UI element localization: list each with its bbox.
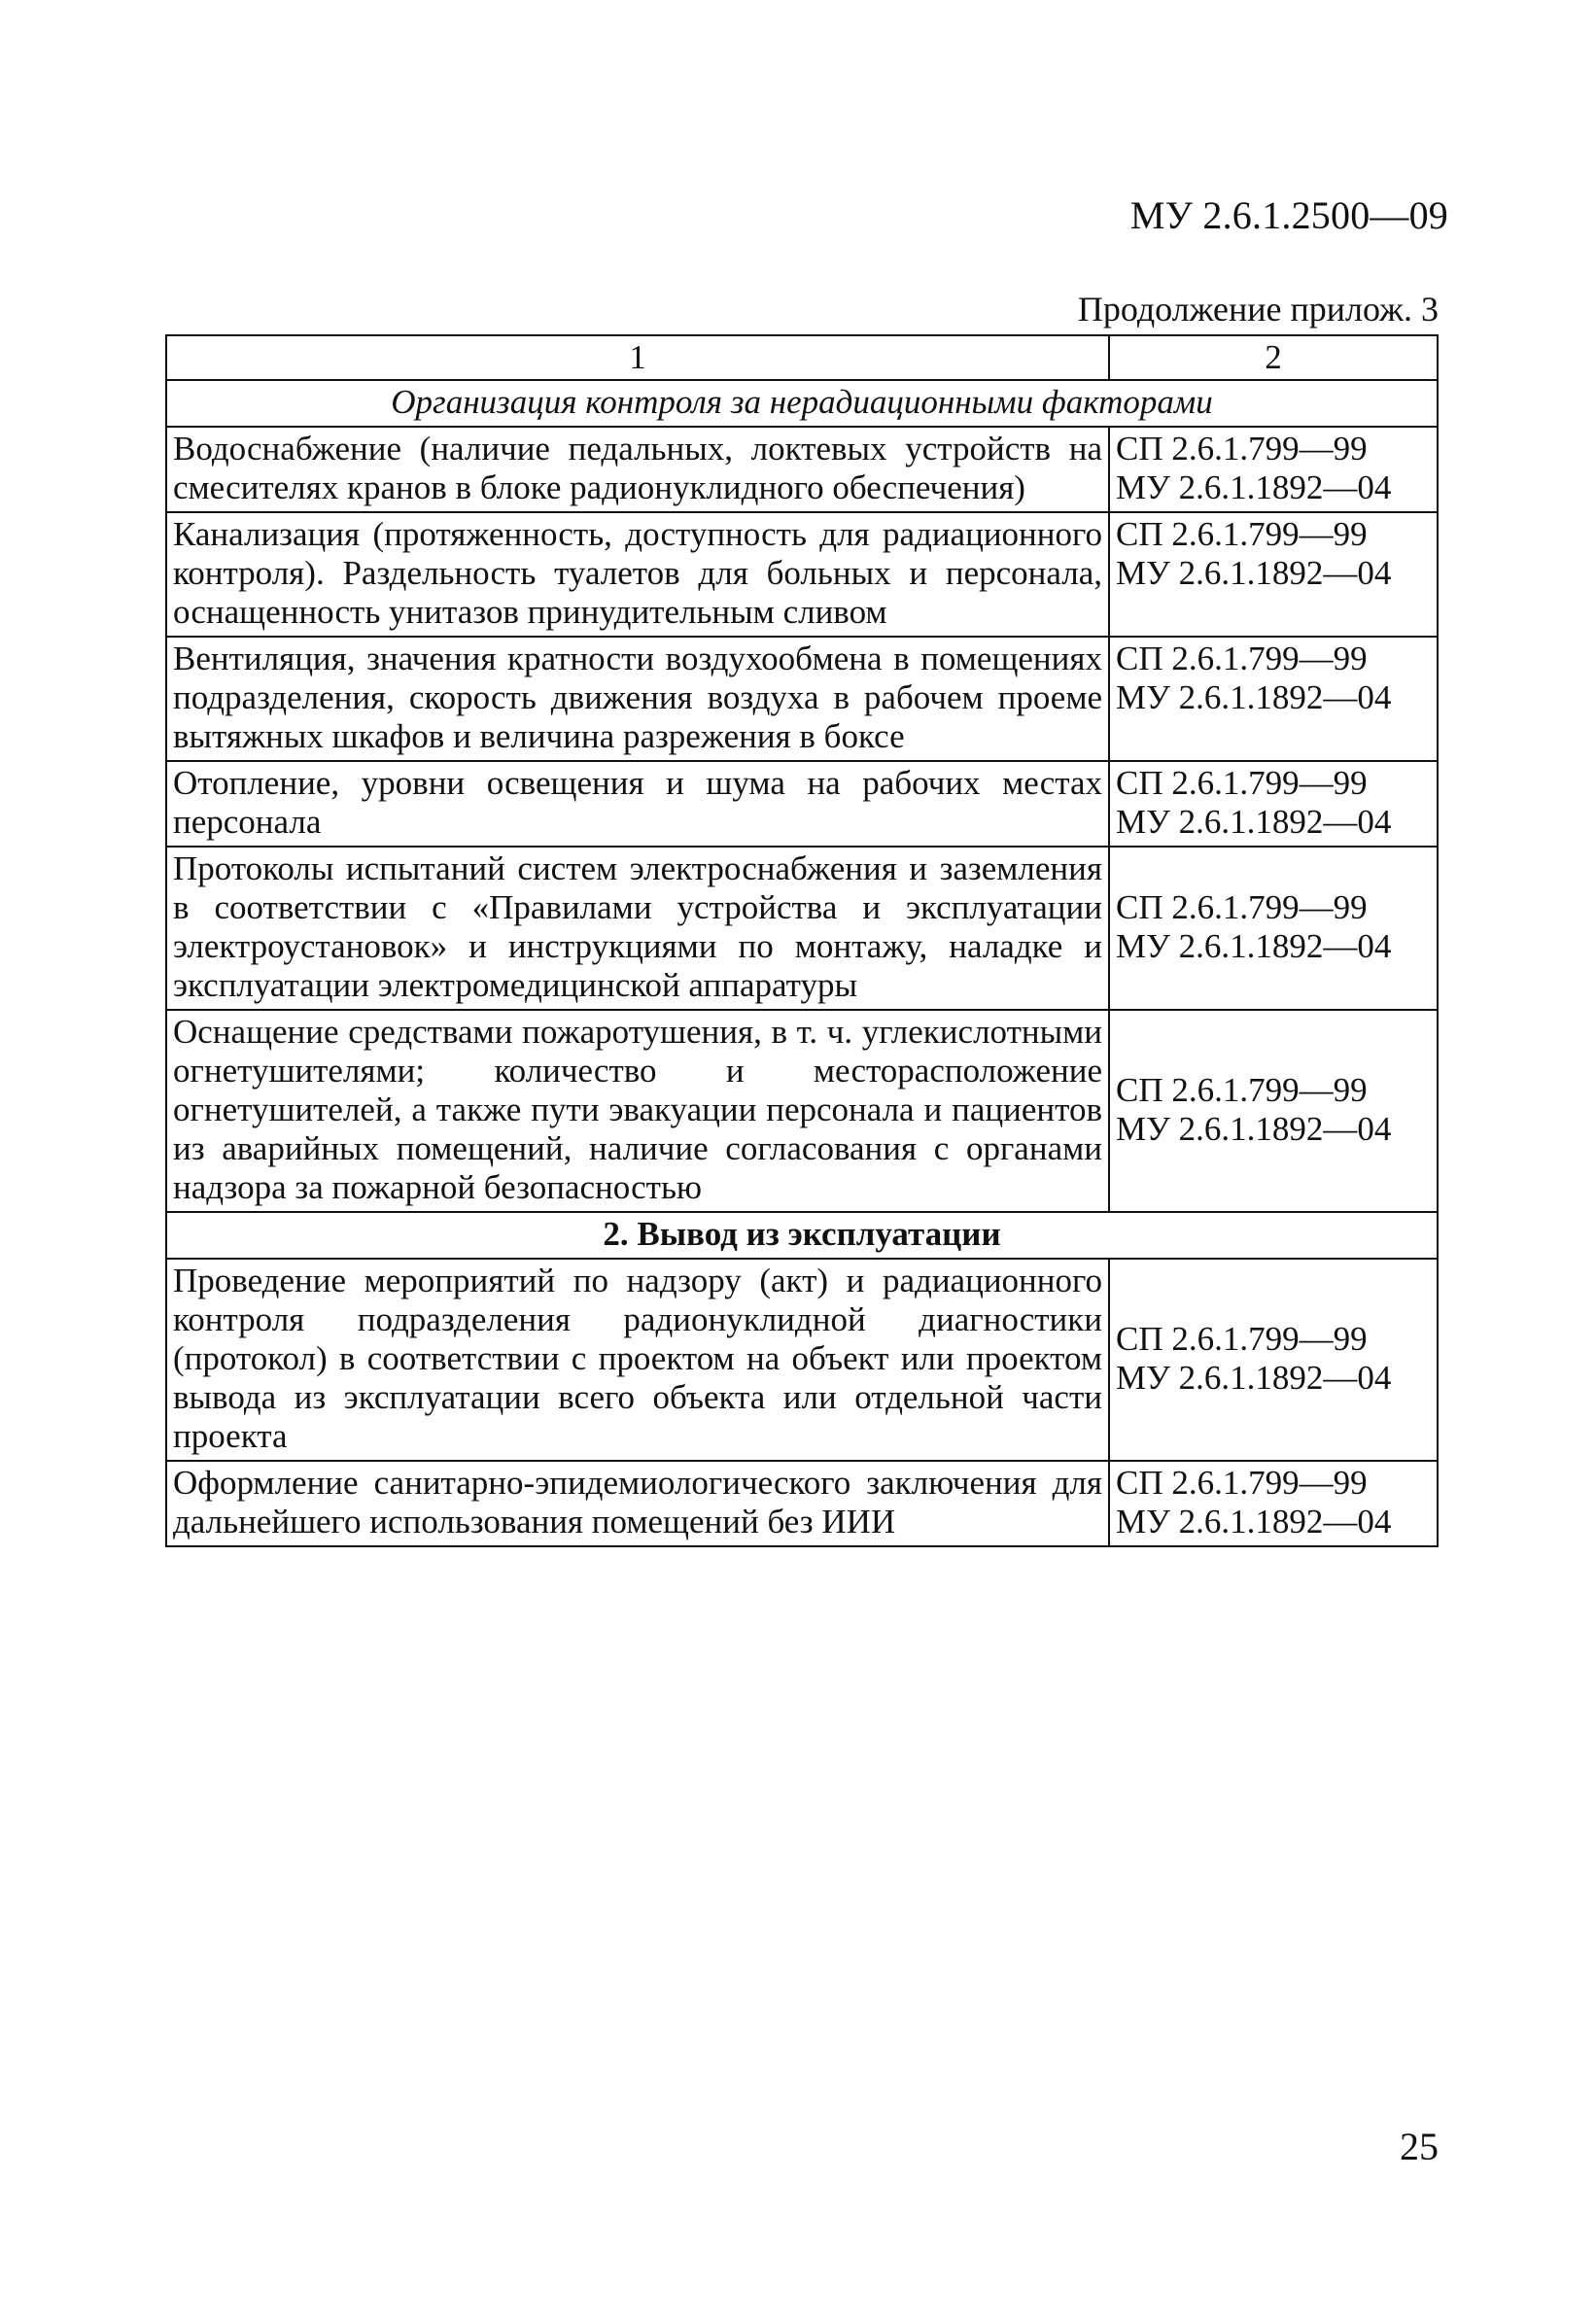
reference-cell xyxy=(1109,1461,1438,1546)
requirement-cell: Водоснабжение (наличие педальных, локтевых устройств на смесителях кранов в блоке радионуклидного обеспечения) xyxy=(166,427,1109,512)
column-number-2: 2 xyxy=(1109,335,1438,380)
reference-cell xyxy=(1109,1010,1438,1212)
section-heading-row xyxy=(166,1212,1438,1259)
reference-cell xyxy=(1109,427,1438,512)
section-heading-text: Организация контроля за нерадиационными факторами xyxy=(391,383,1213,421)
reference-mu: МУ 2.6.1.1892—04 xyxy=(1116,1503,1392,1540)
reference-mu: МУ 2.6.1.1892—04 xyxy=(1116,468,1392,506)
table-row xyxy=(166,1259,1438,1461)
column-number-1: 1 xyxy=(166,335,1109,380)
table-row xyxy=(166,1461,1438,1546)
reference-cell xyxy=(1109,637,1438,761)
reference-sp: СП 2.6.1.799—99 xyxy=(1116,1320,1368,1358)
reference-sp: СП 2.6.1.799—99 xyxy=(1116,430,1368,467)
reference-mu: МУ 2.6.1.1892—04 xyxy=(1116,1110,1392,1148)
section-heading-row xyxy=(166,380,1438,427)
section-heading-text: 2. Вывод из эксплуатации xyxy=(603,1215,1001,1253)
page-number: 25 xyxy=(1400,2125,1439,2168)
requirement-cell: Оформление санитарно-эпидемиологического заключения для дальнейшего использования помещений без ИИИ xyxy=(166,1461,1109,1546)
reference-sp: СП 2.6.1.799—99 xyxy=(1116,764,1368,802)
section-heading-nonradiation-factors xyxy=(166,380,1438,427)
requirement-cell: Оснащение средствами пожаротушения, в т. ч. углекислотными огнетушителями; количество и месторасположение огнетушителей, а также пути эвакуации персонала и пациентов из аварийных помещений, наличие согласования с органами надзора за пожарной безопасностью xyxy=(166,1010,1109,1212)
section-heading-decommission xyxy=(166,1212,1438,1259)
requirement-cell: Протоколы испытаний систем электроснабжения и заземления в соответствии с «Правилами устройства и эксплуатации электроустановок» и инструкциями по монтажу, наладке и эксплуатации электромедицинской аппаратуры xyxy=(166,847,1109,1010)
table-row xyxy=(166,1010,1438,1212)
table-row xyxy=(166,427,1438,512)
reference-mu: МУ 2.6.1.1892—04 xyxy=(1116,1359,1392,1397)
document-code: МУ 2.6.1.2500—09 xyxy=(1129,193,1448,237)
reference-cell xyxy=(1109,761,1438,847)
reference-mu: МУ 2.6.1.1892—04 xyxy=(1116,678,1392,716)
reference-mu: МУ 2.6.1.1892—04 xyxy=(1116,554,1392,592)
reference-sp: СП 2.6.1.799—99 xyxy=(1116,515,1368,553)
reference-cell xyxy=(1109,847,1438,1010)
reference-cell xyxy=(1109,512,1438,637)
reference-cell xyxy=(1109,1259,1438,1461)
column-number-row xyxy=(166,335,1438,380)
reference-sp: СП 2.6.1.799—99 xyxy=(1116,1464,1368,1502)
table-row xyxy=(166,761,1438,847)
reference-sp: СП 2.6.1.799—99 xyxy=(1116,640,1368,677)
reference-sp: СП 2.6.1.799—99 xyxy=(1116,1071,1368,1109)
reference-mu: МУ 2.6.1.1892—04 xyxy=(1116,927,1392,965)
table-row xyxy=(166,637,1438,761)
reference-mu: МУ 2.6.1.1892—04 xyxy=(1116,803,1392,841)
requirement-cell: Вентиляция, значения кратности воздухообмена в помещениях подразделения, скорость движения воздуха в рабочем проеме вытяжных шкафов и величина разрежения в боксе xyxy=(166,637,1109,761)
appendix-continuation-label: Продолжение прилож. 3 xyxy=(1077,290,1439,329)
table-row xyxy=(166,847,1438,1010)
requirements-table xyxy=(165,334,1439,1547)
requirement-cell: Отопление, уровни освещения и шума на рабочих местах персонала xyxy=(166,761,1109,847)
requirement-cell: Проведение мероприятий по надзору (акт) и радиационного контроля подразделения радионуклидной диагностики (протокол) в соответствии с проектом на объект или проектом вывода из эксплуатации всего объекта или отдельной части проекта xyxy=(166,1259,1109,1461)
reference-sp: СП 2.6.1.799—99 xyxy=(1116,888,1368,926)
requirement-cell: Канализация (протяженность, доступность для радиационного контроля). Раздельность туалетов для больных и персонала, оснащенность унитазов принудительным сливом xyxy=(166,512,1109,637)
table-row xyxy=(166,512,1438,637)
